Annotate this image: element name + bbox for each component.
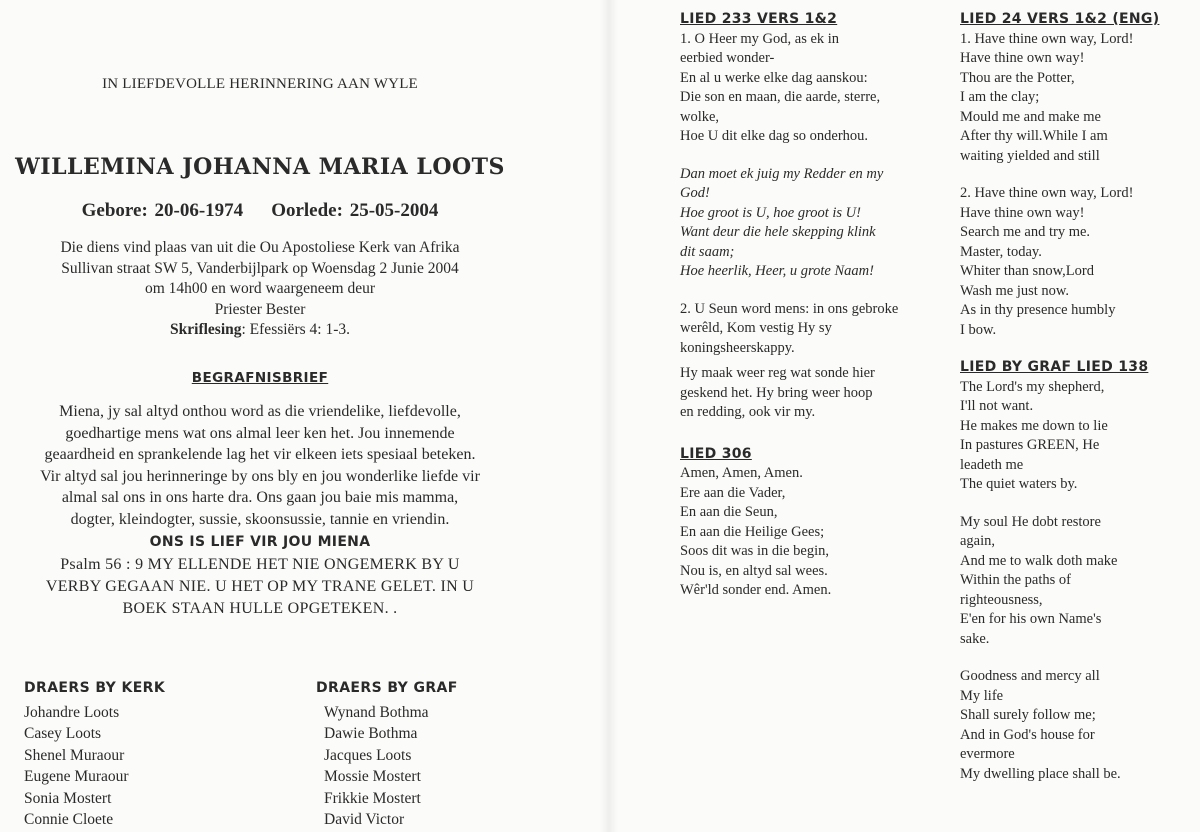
service-line: Die diens vind plaas van uit die Ou Apostoliese Kerk van Afrika bbox=[60, 239, 460, 256]
hymn-line: werêld, Kom vestig Hy sy bbox=[680, 320, 832, 336]
hymn-line: Search me and try me. bbox=[960, 224, 1091, 240]
hymn-line: Die son en maan, die aarde, sterre, bbox=[680, 89, 881, 105]
church-bearers-heading: DRAERS BY KERK bbox=[24, 680, 166, 696]
bearer-name: Connie Cloete bbox=[24, 811, 114, 828]
hymn-line: My dwelling place shall be. bbox=[960, 765, 1121, 782]
hymn-line: wolke, bbox=[680, 108, 720, 125]
chorus-line: dit saam; bbox=[680, 243, 735, 260]
hymn-line: waiting yielded and still bbox=[960, 147, 1100, 164]
bearer-name: Sonia Mostert bbox=[24, 789, 112, 807]
chorus-line: Hoe heerlik, Heer, u grote Naam! bbox=[680, 263, 874, 279]
psalm-verse bbox=[0, 554, 520, 620]
hymn-line: Soos dit was in die begin, bbox=[680, 543, 830, 559]
hymn-line: The quiet waters by. bbox=[960, 476, 1078, 492]
scripture-reading bbox=[0, 320, 520, 341]
hymn-line: I am the clay; bbox=[960, 89, 1040, 105]
brief-line: Vir altyd sal jou herinneringe by ons bly en jou wonderlike liefde vir bbox=[40, 467, 480, 485]
intro-line: IN LIEFDEVOLLE HERINNERING AAN WYLE bbox=[102, 76, 418, 92]
hymn-line: en redding, ook vir my. bbox=[680, 404, 816, 420]
chorus-line: Dan moet ek juig my Redder en my bbox=[680, 165, 884, 182]
hymn-line: Hoe U dit elke dag so onderhou. bbox=[680, 128, 869, 144]
hymn-line: leadeth me bbox=[960, 456, 1024, 473]
hymn-heading: LIED 306 bbox=[680, 445, 752, 462]
service-line: Sullivan straat SW 5, Vanderbijlpark op Woensdag 2 Junie 2004 bbox=[61, 259, 459, 277]
bearer-name: Mossie Mostert bbox=[324, 768, 421, 785]
funeral-letter bbox=[0, 401, 520, 530]
psalm-line: VERBY GEGAAN NIE. U HET OP MY TRANE GELET. IN U bbox=[45, 578, 475, 595]
hymn-line: My soul He dobt restore bbox=[960, 513, 1101, 530]
service-details bbox=[0, 238, 520, 341]
hymn-line: 1. Have thine own way, Lord! bbox=[960, 30, 1134, 47]
hymn-line: Hy maak weer reg wat sonde hier bbox=[680, 365, 875, 381]
hymn-line: I'll not want. bbox=[960, 398, 1034, 414]
bearer-name: Jacques Loots bbox=[324, 746, 412, 764]
hymn-heading: LIED 24 VERS 1&2 (ENG) bbox=[960, 11, 1160, 27]
hymn-line: Have thine own way! bbox=[960, 204, 1085, 221]
brief-heading: BEGRAFNISBRIEF bbox=[191, 370, 329, 386]
birth-date: Gebore: 20-06-1974 bbox=[81, 200, 244, 221]
bearer-name: Dawie Bothma bbox=[324, 725, 418, 742]
hymn-line: And me to walk doth make bbox=[960, 552, 1118, 569]
hymn-line: Goodness and mercy all bbox=[960, 668, 1100, 684]
brief-line: dogter, kleindogter, sussie, skoonsussie, tannie en vriendin. bbox=[70, 510, 450, 528]
bearer-name: Wynand Bothma bbox=[324, 703, 429, 721]
hymn-line: As in thy presence humbly bbox=[960, 302, 1116, 318]
hymn-line: En aan die Seun, bbox=[680, 504, 778, 520]
hymn-line: eerbied wonder- bbox=[680, 50, 775, 66]
hymn-line: geskend het. Hy bring weer hoop bbox=[680, 384, 873, 401]
hymn-line: evermore bbox=[960, 746, 1015, 762]
chorus-line: Want deur die hele skepping klink bbox=[680, 224, 876, 240]
hymn-column-1 bbox=[680, 10, 950, 601]
service-line: om 14h00 en word waargeneem deur bbox=[145, 280, 375, 297]
hymn-line: Within the paths of bbox=[960, 572, 1071, 588]
brief-line: almal sal ons in ons harte dra. Ons gaan jou baie mis mamma, bbox=[61, 489, 459, 506]
brief-line: Miena, jy sal altyd onthou word as die vriendelike, liefdevolle, bbox=[59, 403, 461, 420]
church-bearers bbox=[24, 678, 244, 831]
grave-bearers-heading: DRAERS BY GRAF bbox=[316, 680, 458, 696]
hymn-line: En al u werke elke dag aanskou: bbox=[680, 69, 868, 86]
deceased-name: WILLEMINA JOHANNA MARIA LOOTS bbox=[15, 154, 505, 180]
chorus-line: Hoe groot is U, hoe groot is U! bbox=[680, 204, 861, 221]
hymn-line: I bow. bbox=[960, 321, 997, 338]
hymn-line: Mould me and make me bbox=[960, 108, 1101, 125]
bearer-name: Casey Loots bbox=[24, 725, 102, 742]
hymn-line: In pastures GREEN, He bbox=[960, 437, 1100, 453]
hymn-line: My life bbox=[960, 687, 1004, 704]
right-page bbox=[610, 0, 1200, 832]
hymn-line: sake. bbox=[960, 630, 990, 647]
death-date: Oorlede: 25-05-2004 bbox=[271, 200, 439, 221]
hymn-line: He makes me down to lie bbox=[960, 417, 1108, 434]
hymn-line: Thou are the Potter, bbox=[960, 69, 1075, 86]
chorus-line: God! bbox=[680, 185, 710, 201]
hymn-line: 2. Have thine own way, Lord! bbox=[960, 185, 1134, 201]
hymn-line: Nou is, en altyd sal wees. bbox=[680, 562, 828, 579]
hymn-line: After thy will.While I am bbox=[960, 128, 1108, 144]
bearer-name: Johandre Loots bbox=[24, 703, 120, 721]
hymn-line: Ere aan die Vader, bbox=[680, 484, 786, 501]
hymn-line: E'en for his own Name's bbox=[960, 611, 1102, 627]
dates bbox=[0, 200, 520, 222]
hymn-line: En aan die Heilige Gees; bbox=[680, 523, 825, 540]
bearer-name: Frikkie Mostert bbox=[324, 789, 421, 807]
hymn-line: 2. U Seun word mens: in ons gebroke bbox=[680, 300, 899, 317]
psalm-line: Psalm 56 : 9 MY ELLENDE HET NIE ONGEMERK BY U bbox=[60, 556, 460, 573]
brief-line: geaardheid en sprankelende lag het vir elkeen iets spesiaal beteken. bbox=[44, 446, 476, 463]
scripture-label: Skriflesing bbox=[170, 321, 242, 338]
love-line: ONS IS LIEF VIR JOU MIENA bbox=[149, 534, 371, 550]
psalm-line: BOEK STAAN HULLE OPGETEKEN. . bbox=[122, 600, 398, 617]
hymn-line: again, bbox=[960, 533, 996, 549]
hymn-line: Have thine own way! bbox=[960, 50, 1085, 66]
hymn-line: 1. O Heer my God, as ek in bbox=[680, 30, 840, 47]
hymn-line: righteousness, bbox=[960, 591, 1043, 608]
bearer-name: Shenel Muraour bbox=[24, 746, 125, 764]
hymn-heading: LIED BY GRAF LIED 138 bbox=[960, 359, 1149, 375]
hymn-heading: LIED 233 VERS 1&2 bbox=[680, 11, 838, 27]
hymn-line: Whiter than snow,Lord bbox=[960, 263, 1094, 279]
service-line: Priester Bester bbox=[214, 300, 306, 318]
scripture-value: : Efessiërs 4: 1-3. bbox=[241, 321, 350, 338]
bearer-name: Eugene Muraour bbox=[24, 768, 129, 785]
hymn-line: koningsheerskappy. bbox=[680, 339, 795, 356]
hymn-line: Wash me just now. bbox=[960, 282, 1070, 299]
grave-bearers bbox=[316, 678, 536, 831]
hymn-line: Shall surely follow me; bbox=[960, 707, 1096, 723]
bearer-name: David Victor bbox=[324, 811, 405, 828]
brief-line: goedhartige mens wat ons almal leer ken het. Jou innemende bbox=[65, 424, 455, 442]
hymn-column-2 bbox=[960, 10, 1200, 784]
hymn-line: And in God's house for bbox=[960, 726, 1095, 743]
hymn-line: Master, today. bbox=[960, 243, 1042, 260]
hymn-line: Wêr'ld sonder end. Amen. bbox=[680, 582, 832, 598]
hymn-line: The Lord's my shepherd, bbox=[960, 378, 1105, 395]
hymn-line: Amen, Amen, Amen. bbox=[680, 465, 803, 481]
